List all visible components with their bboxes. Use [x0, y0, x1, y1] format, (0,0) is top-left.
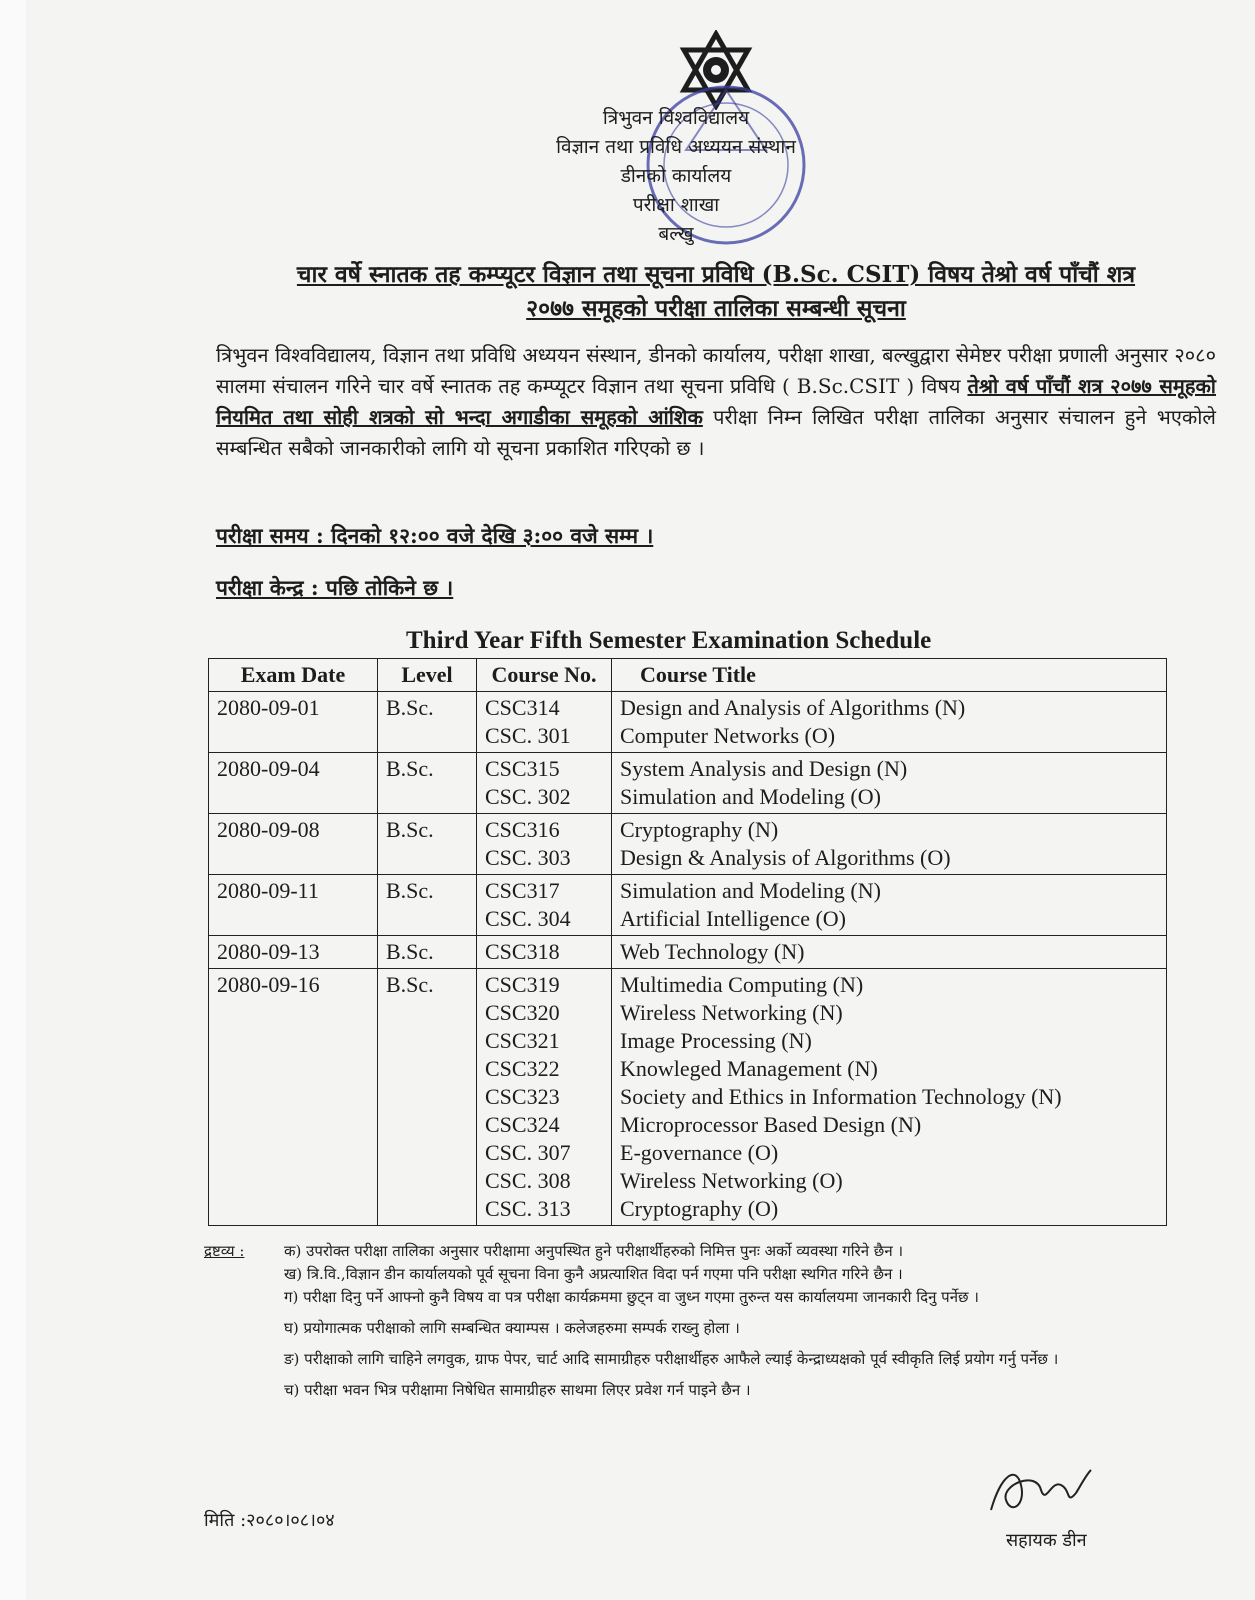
notice-body-part-2: परीक्षा निम्न लिखित परीक्षा तालिका अनुसार संचालन हुने भएकोले सम्बन्धित सबैको जानकारीको लागि यो सूचना प्रकाशित गरिएको छ । [216, 405, 1216, 460]
exam-centre: परीक्षा केन्द्र : पछि तोकिने छ । [216, 575, 454, 600]
course-no: CSC323 [485, 1084, 560, 1109]
notice-title-line-2: २०७७ समूहको परीक्षा तालिका सम्बन्धी सूचना [526, 295, 906, 322]
signature-icon [981, 1455, 1101, 1525]
course-no-cell [477, 875, 612, 936]
course-title: Simulation and Modeling (N) [620, 878, 881, 903]
course-no: CSC316 [485, 817, 560, 842]
course-no-cell [477, 936, 612, 969]
course-no: CSC320 [485, 1000, 560, 1025]
course-no: CSC315 [485, 756, 560, 781]
office-name: डीनको कार्यालय [620, 165, 732, 187]
exam-date-cell: 2080-09-16 [209, 969, 378, 1226]
header-exam-date: Exam Date [209, 659, 378, 692]
office-header [406, 104, 946, 249]
course-title: Cryptography (O) [620, 1196, 779, 1221]
course-title-cell [612, 936, 1167, 969]
note-text: च) परीक्षा भवन भित्र परीक्षामा निषेधित सामाग्रीहरु साथमा लिएर प्रवेश गर्न पाइने छैन । [284, 1381, 751, 1399]
note-item [204, 1286, 1214, 1309]
course-no: CSC324 [485, 1112, 560, 1137]
level-cell: B.Sc. [378, 692, 477, 753]
schedule-body [209, 692, 1167, 1226]
exam-date-cell: 2080-09-01 [209, 692, 378, 753]
note-item [204, 1263, 1214, 1286]
exam-date-cell: 2080-09-11 [209, 875, 378, 936]
course-no: CSC. 302 [485, 784, 571, 809]
course-title: Microprocessor Based Design (N) [620, 1112, 922, 1137]
header-course-no: Course No. [477, 659, 612, 692]
notice-date: मिति :२०८०।०८।०४ [204, 1510, 335, 1531]
note-text: क) उपरोक्त परीक्षा तालिका अनुसार परीक्षामा अनुपस्थित हुने परीक्षार्थीहरुको निमित्त पुनः अर्को व्यवस्था गरिने छैन । [284, 1242, 904, 1260]
level-cell: B.Sc. [378, 875, 477, 936]
note-item [204, 1348, 1214, 1371]
exam-date-cell: 2080-09-04 [209, 753, 378, 814]
course-title: System Analysis and Design (N) [620, 756, 908, 781]
note-text: ङ) परीक्षाको लागि चाहिने लगवुक, ग्राफ पेपर, चार्ट आदि सामाग्रीहरु परीक्षार्थीहरु आफैले ल्याई केन्द्राध्यक्षको पूर्व स्वीकृति लिई प्रयोग गर्नु पर्नेछ । [284, 1350, 1059, 1368]
course-no: CSC319 [485, 972, 560, 997]
notes-label: द्रष्टव्य : [204, 1242, 245, 1260]
course-title: E-governance (O) [620, 1140, 779, 1165]
course-no-cell [477, 969, 612, 1226]
level-cell: B.Sc. [378, 814, 477, 875]
note-item [204, 1379, 1214, 1402]
course-no: CSC. 313 [485, 1196, 571, 1221]
note-item [204, 1240, 1214, 1263]
course-title: Wireless Networking (N) [620, 1000, 843, 1025]
course-no: CSC314 [485, 695, 560, 720]
course-no: CSC318 [485, 939, 560, 964]
course-no: CSC. 307 [485, 1140, 571, 1165]
notice-body-part-1: त्रिभुवन विश्वविद्यालय, विज्ञान तथा प्रविधि अध्ययन संस्थान, डीनको कार्यालय, परीक्षा शाखा, बल्खुद्वारा सेमेष्टर परीक्षा प्रणाली अनुसार २०८० सालमा संचालन गरिने चार वर्षे स्नातक तह कम्प्यूटर विज्ञान तथा सूचना प्रविधि ( B.Sc.CSIT ) विषय [216, 343, 1216, 398]
course-no: CSC. 301 [485, 723, 571, 748]
signatory-title: सहायक डीन [1006, 1530, 1087, 1551]
notice-body [216, 340, 1216, 464]
course-title: Wireless Networking (O) [620, 1168, 843, 1193]
office-location: बल्खु [658, 223, 694, 245]
table-row [209, 814, 1167, 875]
course-no-cell [477, 753, 612, 814]
header-course-title: Course Title [612, 659, 1167, 692]
course-no-cell [477, 692, 612, 753]
course-title: Knowleged Management (N) [620, 1056, 878, 1081]
course-title: Computer Networks (O) [620, 723, 836, 748]
course-no: CSC. 304 [485, 906, 571, 931]
exam-time: परीक्षा समय : दिनको १२:०० वजे देखि ३:०० वजे सम्म । [216, 523, 654, 548]
course-no: CSC321 [485, 1028, 560, 1053]
note-item [204, 1317, 1214, 1340]
note-text: ग) परीक्षा दिनु पर्ने आफ्नो कुनै विषय वा पत्र परीक्षा कार्यक्रममा छुट्न वा जुध्न गएमा तुरुन्त यस कार्यालयमा जानकारी दिनु पर्नेछ । [284, 1288, 979, 1306]
course-title-cell [612, 814, 1167, 875]
course-title: Design & Analysis of Algorithms (O) [620, 845, 951, 870]
course-no: CSC. 308 [485, 1168, 571, 1193]
course-title: Artificial Intelligence (O) [620, 906, 847, 931]
header-level: Level [378, 659, 477, 692]
course-title-cell [612, 692, 1167, 753]
note-text: घ) प्रयोगात्मक परीक्षाको लागि सम्बन्धित क्याम्पस । कलेजहरुमा सम्पर्क राख्नु होला । [284, 1319, 740, 1337]
schedule-header-row [209, 659, 1167, 692]
notice-title [221, 258, 1211, 326]
table-row [209, 936, 1167, 969]
section-name: परीक्षा शाखा [632, 194, 720, 216]
notes-section [204, 1240, 1214, 1402]
exam-date-cell: 2080-09-13 [209, 936, 378, 969]
level-cell: B.Sc. [378, 936, 477, 969]
course-title: Society and Ethics in Information Technology (N) [620, 1084, 1062, 1109]
schedule-table [208, 658, 1167, 1226]
course-no: CSC. 303 [485, 845, 571, 870]
course-title: Simulation and Modeling (O) [620, 784, 881, 809]
course-title: Cryptography (N) [620, 817, 779, 842]
notice-body-underlined: तेश्रो वर्ष पाँचौं शत्र २०७७ समूहको नियमित तथा सोही शत्रको सो भन्दा अगाडीका समूहको आंशिक [216, 374, 1216, 429]
level-cell: B.Sc. [378, 753, 477, 814]
course-title-cell [612, 969, 1167, 1226]
course-no: CSC317 [485, 878, 560, 903]
table-row [209, 753, 1167, 814]
course-no: CSC322 [485, 1056, 560, 1081]
course-no-cell [477, 814, 612, 875]
course-title: Design and Analysis of Algorithms (N) [620, 695, 966, 720]
course-title: Image Processing (N) [620, 1028, 812, 1053]
level-cell: B.Sc. [378, 969, 477, 1226]
course-title: Multimedia Computing (N) [620, 972, 864, 997]
schedule-title: Third Year Fifth Semester Examination Schedule [406, 627, 932, 654]
institute-name: विज्ञान तथा प्रविधि अध्ययन संस्थान [556, 136, 796, 158]
table-row [209, 692, 1167, 753]
university-name: त्रिभुवन विश्वविद्यालय [602, 107, 750, 129]
exam-date-cell: 2080-09-08 [209, 814, 378, 875]
note-text: ख) त्रि.वि.,विज्ञान डीन कार्यालयको पूर्व सूचना विना कुनै अप्रत्याशित विदा पर्न गएमा पनि परीक्षा स्थगित गरिने छैन । [284, 1265, 903, 1283]
notice-title-line-1: चार वर्षे स्नातक तह कम्प्यूटर विज्ञान तथा सूचना प्रविधि (B.Sc. CSIT) विषय तेश्रो वर्ष पाँचौं शत्र [296, 261, 1136, 288]
table-row [209, 875, 1167, 936]
course-title-cell [612, 875, 1167, 936]
course-title: Web Technology (N) [620, 939, 805, 964]
table-row [209, 969, 1167, 1226]
course-title-cell [612, 753, 1167, 814]
